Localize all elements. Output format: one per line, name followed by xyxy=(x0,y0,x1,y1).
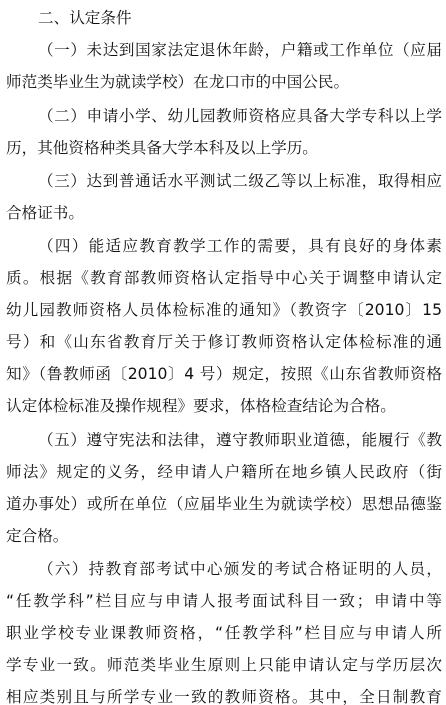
paragraph-4-line-1: （四）能适应教育教学工作的需要，具有良好的身体素 xyxy=(38,237,442,255)
paragraph-4-line-6: 认定体检标准及操作规程》要求，体格检查结论为合格。 xyxy=(6,397,396,415)
paragraph-1-line-2: 师范类毕业生为就读学校）在龙口市的中国公民。 xyxy=(6,73,350,91)
paragraph-5-line-3: 道办事处）或所在单位（应届毕业生为就读学校）思想品德鉴 xyxy=(6,495,442,513)
paragraph-4-line-5: 知》（鲁教师函〔2010〕4 号）规定，按照《山东省教师资格 xyxy=(6,365,442,383)
paragraph-3-line-1: （三）达到普通话水平测试二级乙等以上标准，取得相应 xyxy=(38,172,442,190)
paragraph-6-line-5: 相应类别且与所学专业一致的教师资格。其中，全日制教育 xyxy=(6,688,442,705)
paragraph-2-line-1: （二）申请小学、幼儿园教师资格应具备大学专科以上学 xyxy=(38,107,442,125)
paragraph-1-line-1: （一）未达到国家法定退休年龄，户籍或工作单位（应届 xyxy=(38,41,442,59)
paragraph-5-line-2: 师法》规定的义务，经申请人户籍所在地乡镇人民政府（街 xyxy=(6,463,442,481)
paragraph-4-line-2: 质。根据《教育部教师资格认定指导中心关于调整申请认定 xyxy=(6,269,442,287)
paragraph-5-line-4: 定合格。 xyxy=(6,527,69,545)
paragraph-4-line-4: 号）和《山东省教育厅关于修订教师资格认定体检标准的通 xyxy=(6,333,442,351)
paragraph-6-line-2: “任教学科”栏目应与申请人报考面试科目一致；申请中等 xyxy=(6,592,442,610)
paragraph-3-line-2: 合格证书。 xyxy=(6,204,84,222)
paragraph-6-line-1: （六）持教育部考试中心颁发的考试合格证明的人员， xyxy=(38,560,442,578)
paragraph-5-line-1: （五）遵守宪法和法律，遵守教师职业道德，能履行《教 xyxy=(38,431,442,449)
paragraph-6-line-3: 职业学校专业课教师资格，“任教学科”栏目应与申请人所 xyxy=(6,624,442,642)
section-heading: 二、认定条件 xyxy=(38,9,132,27)
paragraph-4-line-3: 幼儿园教师资格人员体检标准的通知》（教资字〔2010〕15 xyxy=(6,301,442,319)
paragraph-6-line-4: 学专业一致。师范类毕业生原则上只能申请认定与学历层次 xyxy=(6,656,442,674)
paragraph-2-line-2: 历，其他资格种类具备大学本科及以上学历。 xyxy=(6,139,318,157)
